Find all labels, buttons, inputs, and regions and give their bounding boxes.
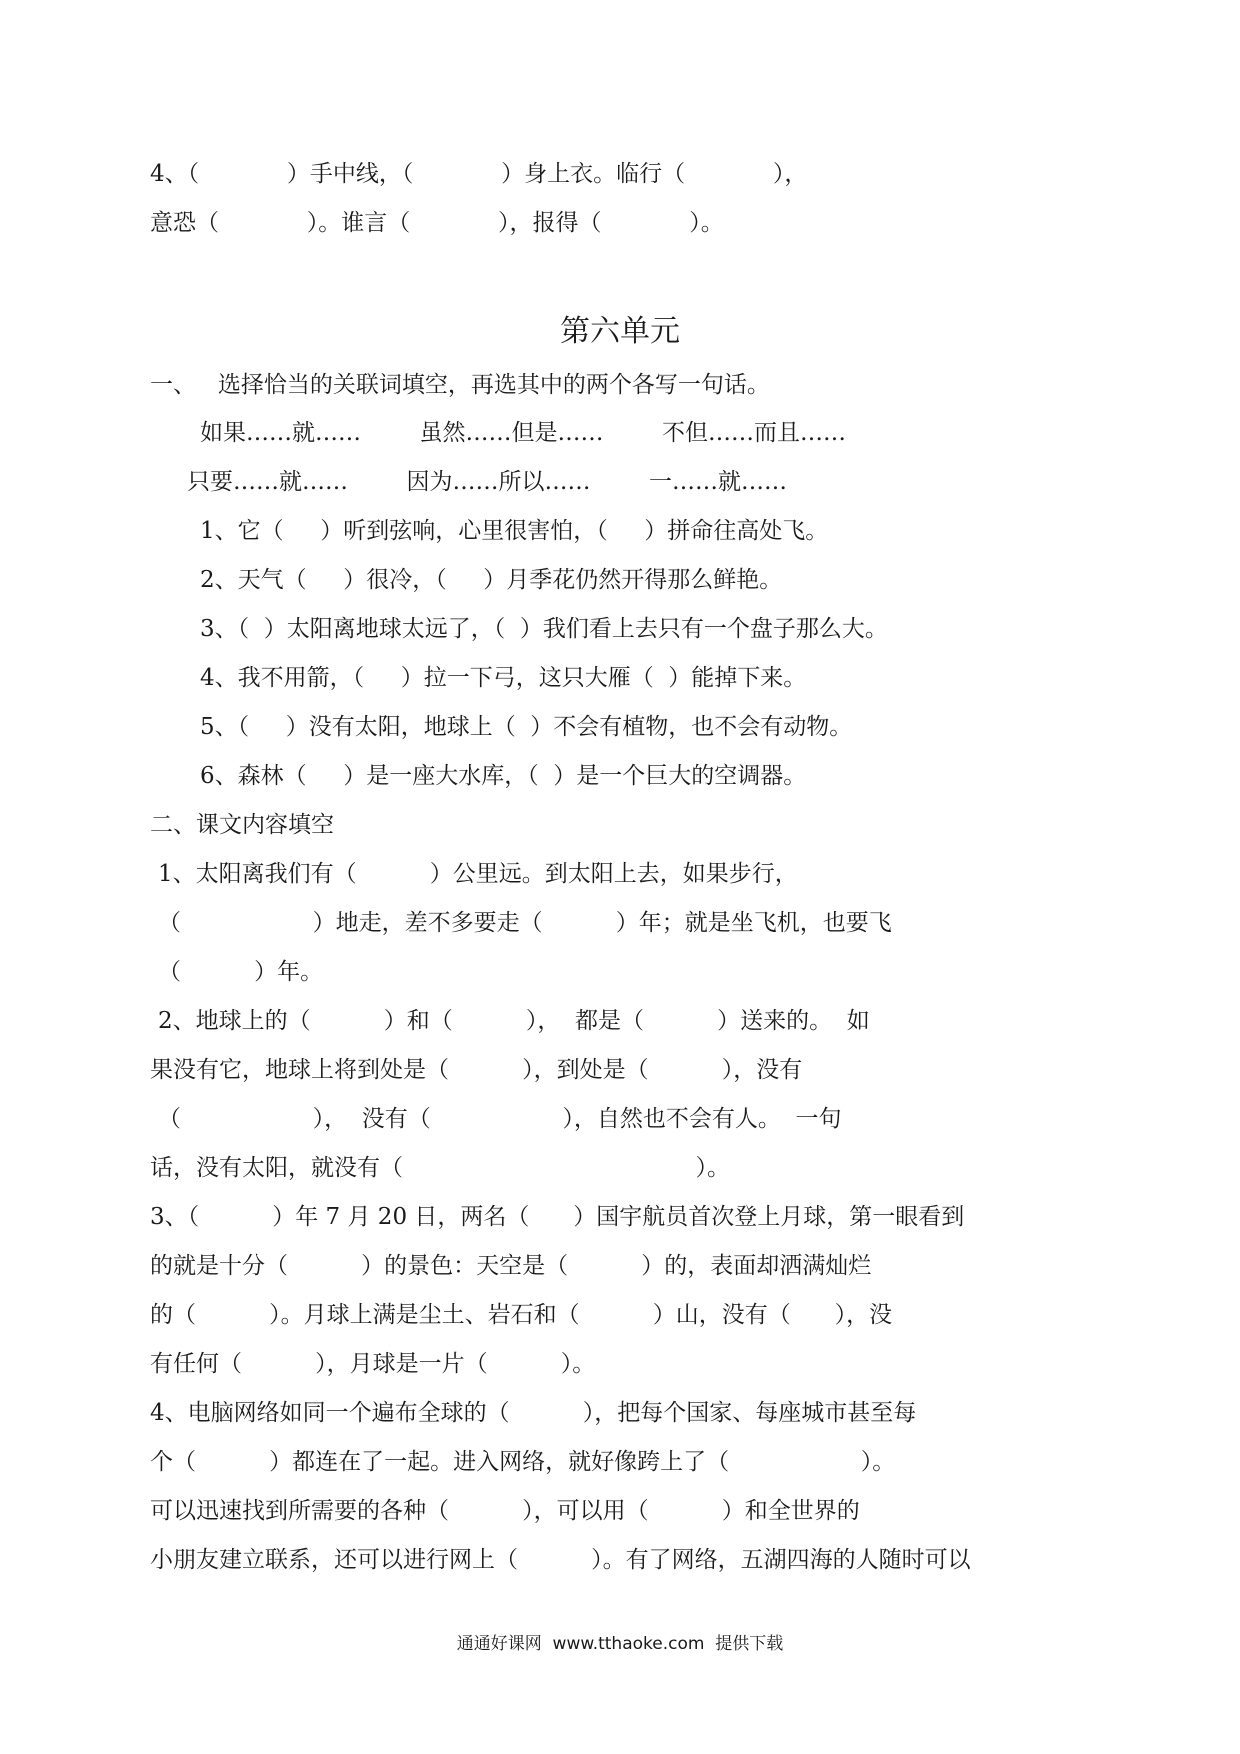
section1-item: 5、（ ）没有太阳，地球上（ ）不会有植物，也不会有动物。 [200,714,853,740]
section2-line: 4、电脑网络如同一个遍布全球的（ ），把每个国家、每座城市甚至每 [150,1400,917,1426]
section2-line: （ ）年。 [158,959,324,985]
section2-line: 话，没有太阳，就没有（ ）。 [150,1155,730,1181]
section2-line: 有任何（ ），月球是一片（ ）。 [150,1351,596,1377]
conjunction-words-row2: 只要……就…… 因为……所以…… 一……就…… [187,469,787,495]
prev-unit-q4-line1: 4、（ ）手中线，（ ）身上衣。临行（ ）， [150,161,808,187]
footer-credit: 通通好课网 www.tthaoke.com 提供下载 [456,1634,784,1654]
section2-heading: 二、课文内容填空 [150,812,334,838]
section2-line: 的就是十分（ ）的景色：天空是（ ）的，表面却洒满灿烂 [150,1253,872,1279]
section1-item: 4、我不用箭，（ ）拉一下弓，这只大雁（ ）能掉下来。 [200,665,807,691]
section2-line: （ ）， 没有（ ），自然也不会有人。 一句 [158,1106,842,1132]
section1-item: 1、它（ ）听到弦响，心里很害怕，（ ）拼命往高处飞。 [200,518,829,544]
section1-item: 2、天气（ ）很冷，（ ）月季花仍然开得那么鲜艳。 [200,567,783,593]
section2-line: 3、（ ）年 7 月 20 日，两名（ ）国宇航员首次登上月球，第一眼看到 [150,1204,965,1230]
conjunction-words-row1: 如果……就…… 虽然……但是…… 不但……而且…… [200,420,846,446]
section2-line: 1、太阳离我们有（ ）公里远。到太阳上去，如果步行， [158,861,798,887]
section2-line: 小朋友建立联系，还可以进行网上（ ）。有了网络，五湖四海的人随时可以 [150,1547,971,1573]
prev-unit-q4-line2: 意恐（ ）。谁言（ ），报得（ ）。 [150,210,724,236]
section2-line: （ ）地走，差不多要走（ ）年；就是坐飞机，也要飞 [158,910,892,936]
section1-heading: 一、 选择恰当的关联词填空，再选其中的两个各写一句话。 [150,372,770,398]
page-title: 第六单元 [560,314,680,349]
section2-line: 个（ ）都连在了一起。进入网络，就好像跨上了（ ）。 [150,1449,896,1475]
section2-line: 可以迅速找到所需要的各种（ ），可以用（ ）和全世界的 [150,1498,860,1524]
section2-line: 的（ ）。月球上满是尘土、岩石和（ ）山，没有（ ），没 [150,1302,893,1328]
section1-item: 3、（ ）太阳离地球太远了，（ ）我们看上去只有一个盘子那么大。 [200,616,888,642]
section1-item: 6、森林（ ）是一座大水库，（ ）是一个巨大的空调器。 [200,763,807,789]
section2-line: 2、地球上的（ ）和（ ）， 都是（ ）送来的。 如 [158,1008,870,1034]
section2-line: 果没有它，地球上将到处是（ ），到处是（ ），没有 [150,1057,803,1083]
